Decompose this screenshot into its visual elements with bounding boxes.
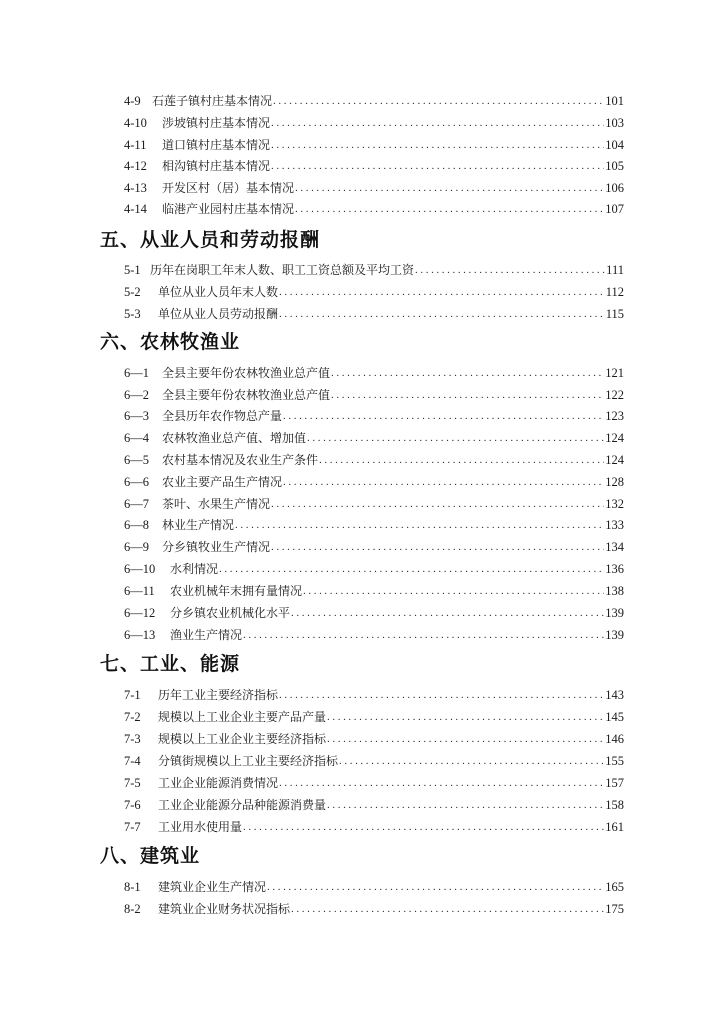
entry-title: 分乡镇牧业生产情况 <box>162 540 271 554</box>
entry-page: 175 <box>605 902 624 916</box>
entry-number: 7-1 <box>124 688 141 702</box>
dot-leader <box>327 729 604 749</box>
entry-title: 农村基本情况及农业生产条件 <box>162 453 319 467</box>
entry-page: 145 <box>605 710 624 724</box>
toc-entry[interactable] <box>124 685 624 705</box>
toc-entry[interactable] <box>124 385 624 405</box>
entry-title: 建筑业企业财务状况指标 <box>158 902 291 916</box>
entry-title: 相沟镇村庄基本情况 <box>162 159 271 173</box>
dot-leader <box>235 515 604 535</box>
entry-page: 124 <box>605 453 624 467</box>
dot-leader <box>243 817 604 837</box>
entry-title: 道口镇村庄基本情况 <box>162 138 271 152</box>
toc-entry[interactable] <box>124 707 624 727</box>
section-heading: 五、从业人员和劳动报酬 <box>100 229 321 251</box>
entry-title: 历年在岗职工年末人数、职工工资总额及平均工资 <box>150 263 415 277</box>
entry-page: 165 <box>605 880 624 894</box>
entry-number: 6—10 <box>124 562 156 576</box>
toc-entry[interactable] <box>124 559 624 579</box>
entry-title: 涉坡镇村庄基本情况 <box>162 116 271 130</box>
entry-page: 123 <box>605 409 624 423</box>
toc-entry[interactable] <box>124 494 624 514</box>
toc-entry[interactable] <box>124 581 624 601</box>
dot-leader <box>415 260 605 280</box>
entry-title: 规模以上工业企业主要经济指标 <box>158 732 327 746</box>
dot-leader <box>243 625 604 645</box>
entry-title: 分乡镇农业机械化水平 <box>170 606 291 620</box>
toc-entry[interactable] <box>124 603 624 623</box>
dot-leader <box>279 685 604 705</box>
section-heading: 八、建筑业 <box>100 845 201 867</box>
toc-entry[interactable] <box>124 729 624 749</box>
entry-number: 8-2 <box>124 902 141 916</box>
section-heading: 七、工业、能源 <box>100 653 241 675</box>
dot-leader <box>327 707 604 727</box>
entry-title: 工业企业能源消费情况 <box>158 776 279 790</box>
entry-number: 4-12 <box>124 159 147 173</box>
dot-leader <box>291 899 604 919</box>
entry-number: 7-3 <box>124 732 141 746</box>
entry-number: 8-1 <box>124 880 141 894</box>
dot-leader <box>267 877 604 897</box>
entry-page: 133 <box>605 518 624 532</box>
entry-number: 5-3 <box>124 307 141 321</box>
toc-entry[interactable] <box>124 877 624 897</box>
entry-page: 139 <box>605 606 624 620</box>
entry-title: 工业企业能源分品种能源消费量 <box>158 798 327 812</box>
toc-entry[interactable] <box>124 899 624 919</box>
entry-number: 6—9 <box>124 540 149 554</box>
entry-title: 农业主要产品生产情况 <box>162 475 283 489</box>
entry-title: 规模以上工业企业主要产品产量 <box>158 710 327 724</box>
entry-title: 渔业生产情况 <box>170 628 243 642</box>
toc-entry[interactable] <box>124 817 624 837</box>
dot-leader <box>271 135 604 155</box>
dot-leader <box>295 178 604 198</box>
entry-number: 6—4 <box>124 431 149 445</box>
entry-number: 6—7 <box>124 497 149 511</box>
toc-entry[interactable] <box>124 260 624 280</box>
dot-leader <box>307 428 604 448</box>
toc-entry[interactable] <box>124 472 624 492</box>
entry-number: 4-10 <box>124 116 147 130</box>
entry-page: 138 <box>605 584 624 598</box>
entry-number: 6—2 <box>124 388 149 402</box>
entry-number: 5-2 <box>124 285 141 299</box>
dot-leader <box>283 406 604 426</box>
dot-leader <box>279 282 605 302</box>
entry-title: 石莲子镇村庄基本情况 <box>152 94 273 108</box>
entry-number: 6—3 <box>124 409 149 423</box>
toc-entry[interactable] <box>124 178 624 198</box>
dot-leader <box>303 581 604 601</box>
entry-title: 水利情况 <box>170 562 219 576</box>
entry-title: 农林牧渔业总产值、增加值 <box>162 431 307 445</box>
section-heading: 六、农林牧渔业 <box>100 331 241 353</box>
entry-page: 143 <box>605 688 624 702</box>
entry-number: 6—1 <box>124 366 149 380</box>
entry-page: 104 <box>605 138 624 152</box>
dot-leader <box>291 603 604 623</box>
dot-leader <box>327 795 604 815</box>
entry-title: 农业机械年末拥有量情况 <box>170 584 303 598</box>
entry-number: 4-14 <box>124 202 147 216</box>
toc-entry[interactable] <box>124 113 624 133</box>
entry-page: 107 <box>605 202 624 216</box>
entry-title: 历年工业主要经济指标 <box>158 688 279 702</box>
toc-entry[interactable] <box>124 428 624 448</box>
entry-page: 161 <box>605 820 624 834</box>
entry-title: 开发区村（居）基本情况 <box>162 181 295 195</box>
entry-title: 全县历年农作物总产量 <box>162 409 283 423</box>
entry-number: 4-9 <box>124 94 141 108</box>
toc-entry[interactable] <box>124 304 624 324</box>
entry-title: 全县主要年份农林牧渔业总产值 <box>162 388 331 402</box>
toc-entry[interactable] <box>124 282 624 302</box>
entry-title: 全县主要年份农林牧渔业总产值 <box>162 366 331 380</box>
entry-title: 林业生产情况 <box>162 518 235 532</box>
dot-leader <box>271 113 604 133</box>
entry-page: 157 <box>605 776 624 790</box>
entry-number: 6—6 <box>124 475 149 489</box>
entry-number: 7-4 <box>124 754 141 768</box>
toc-entry[interactable] <box>124 795 624 815</box>
entry-page: 136 <box>605 562 624 576</box>
entry-page: 155 <box>605 754 624 768</box>
entry-number: 7-2 <box>124 710 141 724</box>
dot-leader <box>219 559 604 579</box>
toc-entry[interactable] <box>124 406 624 426</box>
entry-number: 6—8 <box>124 518 149 532</box>
entry-number: 6—5 <box>124 453 149 467</box>
dot-leader <box>271 494 604 514</box>
entry-page: 128 <box>605 475 624 489</box>
entry-number: 6—11 <box>124 584 155 598</box>
toc-entry[interactable] <box>124 199 624 219</box>
toc-entry[interactable] <box>124 537 624 557</box>
entry-page: 101 <box>605 94 624 108</box>
entry-title: 工业用水使用量 <box>158 820 243 834</box>
toc-entry[interactable] <box>124 450 624 470</box>
entry-page: 111 <box>606 263 624 277</box>
entry-page: 103 <box>605 116 624 130</box>
entry-title: 建筑业企业生产情况 <box>158 880 267 894</box>
toc-entry[interactable] <box>124 156 624 176</box>
toc-entry[interactable] <box>124 773 624 793</box>
dot-leader <box>271 156 604 176</box>
entry-number: 4-13 <box>124 181 147 195</box>
entry-title: 临港产业园村庄基本情况 <box>162 202 295 216</box>
dot-leader <box>295 199 604 219</box>
toc-entry[interactable] <box>124 625 624 645</box>
entry-number: 7-5 <box>124 776 141 790</box>
entry-page: 105 <box>605 159 624 173</box>
dot-leader <box>273 91 604 111</box>
entry-title: 单位从业人员劳动报酬 <box>158 307 279 321</box>
toc-entry[interactable] <box>124 515 624 535</box>
dot-leader <box>339 751 604 771</box>
entry-number: 7-6 <box>124 798 141 812</box>
entry-number: 6—12 <box>124 606 156 620</box>
entry-number: 5-1 <box>124 263 141 277</box>
entry-title: 分镇街规模以上工业主要经济指标 <box>158 754 339 768</box>
dot-leader <box>279 304 605 324</box>
entry-page: 106 <box>605 181 624 195</box>
entry-page: 134 <box>605 540 624 554</box>
entry-number: 7-7 <box>124 820 141 834</box>
toc-entry[interactable] <box>124 91 624 111</box>
entry-page: 158 <box>605 798 624 812</box>
dot-leader <box>331 363 604 383</box>
dot-leader <box>279 773 604 793</box>
entry-title: 单位从业人员年末人数 <box>158 285 279 299</box>
dot-leader <box>319 450 604 470</box>
entry-page: 146 <box>605 732 624 746</box>
entry-page: 122 <box>605 388 624 402</box>
entry-page: 124 <box>605 431 624 445</box>
toc-entry[interactable] <box>124 363 624 383</box>
toc-entry[interactable] <box>124 751 624 771</box>
entry-page: 139 <box>605 628 624 642</box>
dot-leader <box>283 472 604 492</box>
toc-entry[interactable] <box>124 135 624 155</box>
entry-page: 112 <box>605 285 624 299</box>
entry-title: 茶叶、水果生产情况 <box>162 497 271 511</box>
entry-number: 6—13 <box>124 628 156 642</box>
dot-leader <box>331 385 604 405</box>
entry-page: 132 <box>605 497 624 511</box>
entry-page: 115 <box>605 307 624 321</box>
dot-leader <box>271 537 604 557</box>
entry-page: 121 <box>605 366 624 380</box>
entry-number: 4-11 <box>124 138 147 152</box>
